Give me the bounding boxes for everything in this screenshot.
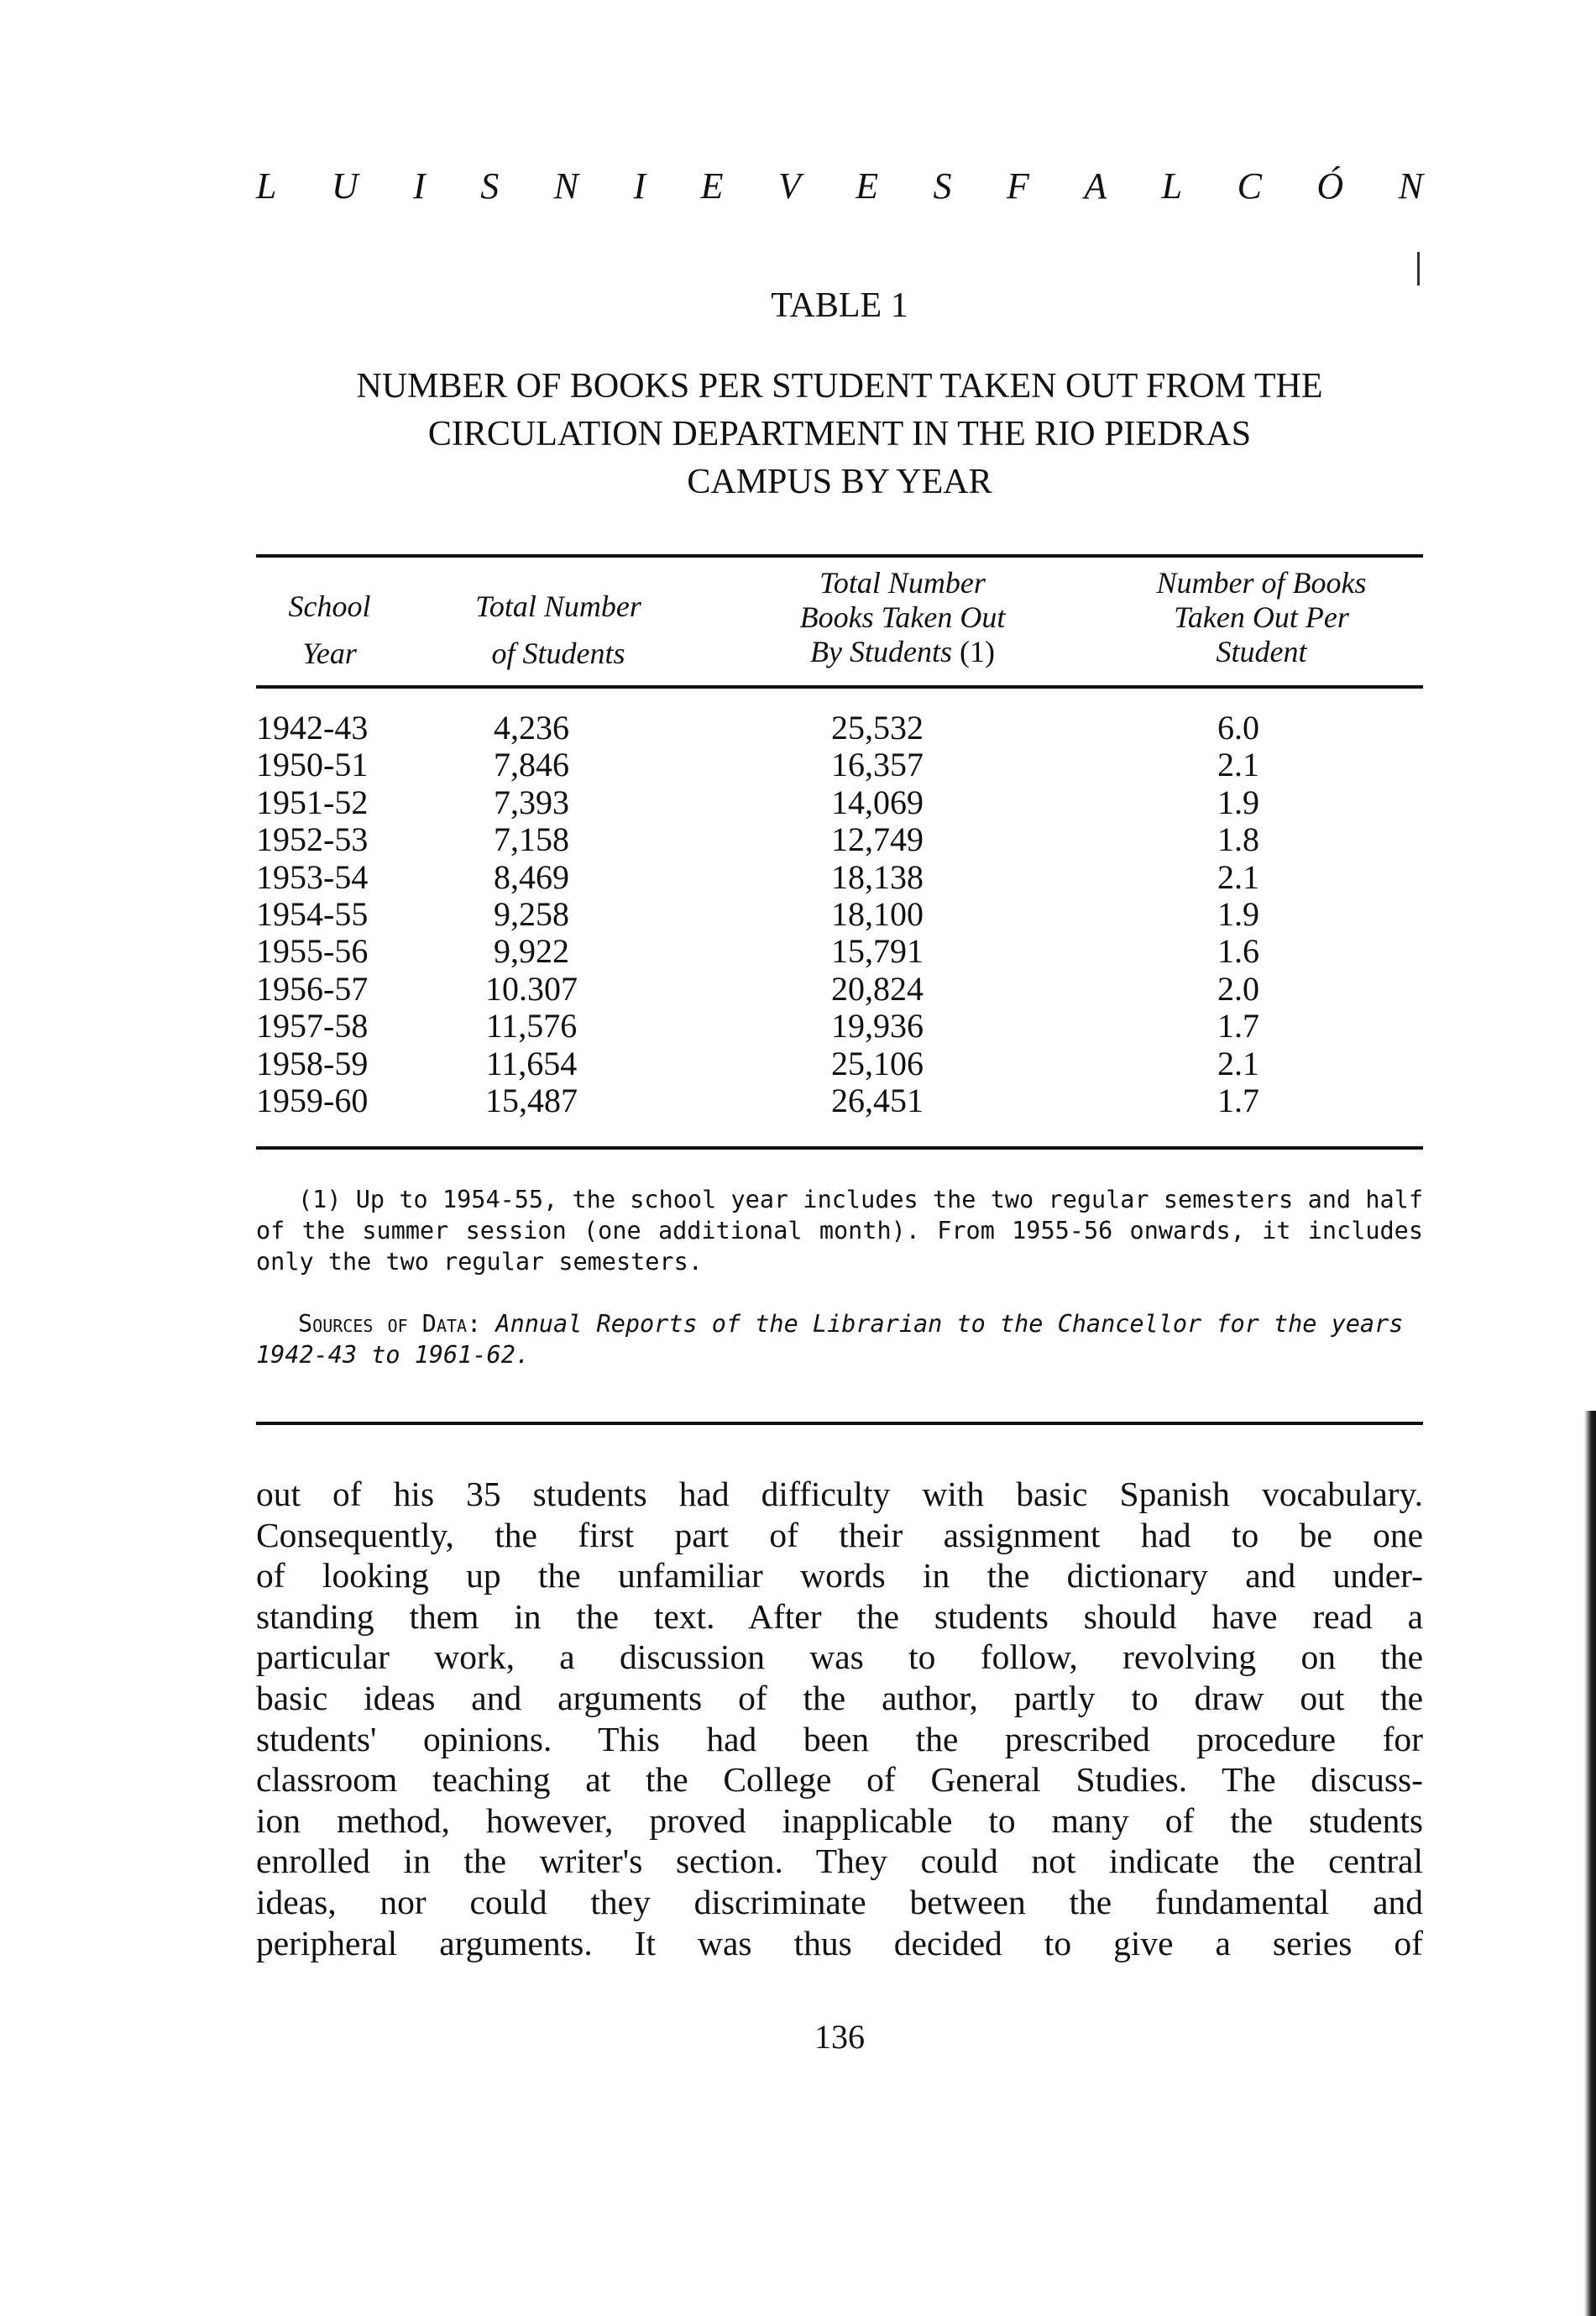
table-row	[256, 821, 1423, 858]
header-line: of Students	[491, 637, 625, 670]
header-line: Books Taken Out	[799, 600, 1006, 634]
document-page	[256, 0, 1423, 2316]
table-row	[256, 1045, 1423, 1082]
page-number: 136	[814, 2018, 865, 2056]
body-line: classroom teaching at the College of General Studies. The discuss-	[256, 1760, 1423, 1800]
cell-per-student: 2.0	[1217, 969, 1259, 1008]
cell-per-student: 1.8	[1217, 820, 1259, 859]
cell-per-student: 1.7	[1217, 1081, 1259, 1119]
scan-edge-shadow	[1584, 1411, 1596, 2316]
cell-per-student: 1.9	[1217, 783, 1259, 821]
header-line: School	[288, 589, 371, 623]
running-head-letter: S	[480, 165, 500, 207]
cell-year: 1957-58	[256, 1007, 369, 1045]
header-line	[735, 635, 1070, 669]
body-line: particular work, a discussion was to follow, revolving on the	[256, 1637, 1423, 1677]
running-head-letter: N	[1398, 165, 1423, 207]
header-line: Student	[1216, 635, 1307, 668]
running-head-letter: L	[1161, 165, 1183, 207]
cell-year: 1951-52	[256, 783, 369, 821]
cell-books: 25,532	[831, 709, 924, 747]
table-row	[256, 784, 1423, 821]
cell-books: 20,824	[831, 969, 924, 1008]
cell-books: 14,069	[831, 783, 924, 821]
margin-tick-mark	[1417, 252, 1420, 286]
cell-year: 1956-57	[256, 969, 369, 1008]
table-bottom-rule	[256, 1146, 1423, 1150]
cell-students: 4,236	[494, 709, 569, 747]
table-header-rule	[256, 685, 1423, 689]
cell-year: 1955-56	[256, 932, 369, 971]
cell-year: 1942-43	[256, 709, 369, 747]
running-head	[256, 165, 1423, 207]
body-line: enrolled in the writer's section. They could not indicate the central	[256, 1842, 1423, 1881]
table-row	[256, 971, 1423, 1008]
body-line: ideas, nor could they discriminate between the fundamental and	[256, 1882, 1423, 1921]
table-title-line: NUMBER OF BOOKS PER STUDENT TAKEN OUT FROM THE	[356, 367, 1323, 406]
column-header-books-per-student	[1100, 566, 1423, 669]
cell-students: 9,922	[494, 932, 569, 971]
body-line: Consequently, the first part of their assignment had to be one	[256, 1515, 1423, 1554]
sources-of-data	[256, 1308, 1423, 1370]
cell-books: 25,106	[831, 1044, 924, 1082]
cell-year: 1950-51	[256, 746, 369, 784]
cell-students: 15,487	[485, 1081, 578, 1119]
running-head-letter: A	[1084, 165, 1107, 207]
cell-year: 1954-55	[256, 894, 369, 933]
body-line: basic ideas and arguments of the author, partly to draw out the	[256, 1678, 1423, 1717]
running-head-letter: U	[331, 165, 358, 207]
table-body	[256, 710, 1423, 1119]
running-head-letter: E	[700, 165, 724, 207]
table-title-line: CAMPUS BY YEAR	[687, 463, 992, 501]
footnote-text: (1) Up to 1954-55, the school year includes the two regular semesters and half of the summer session (one additional month). From 1955-56 onwards, it includes only the two regular semesters.	[256, 1186, 1423, 1276]
running-head-letter: L	[256, 165, 277, 207]
cell-books: 15,791	[831, 932, 924, 971]
header-line: Year	[302, 637, 357, 670]
table-row	[256, 1082, 1423, 1119]
body-paragraph	[256, 1474, 1423, 1963]
cell-students: 8,469	[494, 857, 569, 896]
running-head-letter: E	[856, 165, 879, 207]
section-end-rule	[256, 1422, 1423, 1425]
running-head-letter: F	[1006, 165, 1029, 207]
body-line: standing them in the text. After the students should have read a	[256, 1596, 1423, 1636]
running-head-letter: I	[633, 165, 646, 207]
cell-students: 7,393	[494, 783, 569, 821]
column-header-school-year	[256, 583, 403, 677]
table-top-rule	[256, 554, 1423, 558]
cell-per-student: 1.7	[1217, 1007, 1259, 1045]
cell-per-student: 6.0	[1217, 709, 1259, 747]
cell-students: 7,158	[494, 820, 569, 859]
table-row	[256, 896, 1423, 933]
table-row	[256, 710, 1423, 747]
cell-books: 12,749	[831, 820, 924, 859]
cell-books: 26,451	[831, 1081, 924, 1119]
running-head-letter: V	[777, 165, 801, 207]
footnote-marker: (1)	[959, 635, 995, 668]
header-line: Number of Books	[1156, 566, 1367, 600]
table-title	[256, 363, 1423, 506]
cell-per-student: 2.1	[1217, 857, 1259, 896]
table-footnote	[256, 1184, 1423, 1277]
cell-books: 18,100	[831, 894, 924, 933]
table-row	[256, 933, 1423, 970]
running-head-letter: Ó	[1316, 165, 1344, 207]
cell-per-student: 1.9	[1217, 894, 1259, 933]
cell-year: 1958-59	[256, 1044, 369, 1082]
header-line: Total Number	[475, 589, 641, 623]
cell-students: 11,576	[485, 1007, 578, 1045]
table-row	[256, 1008, 1423, 1045]
body-line: students' opinions. This had been the prescribed procedure for	[256, 1719, 1423, 1758]
column-header-total-students	[424, 583, 693, 677]
sources-label: Sources of Data:	[298, 1310, 482, 1338]
body-line: peripheral arguments. It was thus decided to give a series of	[256, 1923, 1423, 1962]
table-title-line: CIRCULATION DEPARTMENT IN THE RIO PIEDRAS	[427, 415, 1252, 453]
header-fragment: By Students	[810, 635, 952, 668]
running-head-letter: N	[553, 165, 579, 207]
cell-books: 18,138	[831, 857, 924, 896]
cell-per-student: 2.1	[1217, 1044, 1259, 1082]
running-head-letter: C	[1237, 165, 1262, 207]
cell-students: 10.307	[485, 969, 578, 1008]
column-header-total-books	[735, 566, 1070, 669]
header-line: Taken Out Per	[1174, 600, 1349, 634]
cell-students: 7,846	[494, 746, 569, 784]
table-row	[256, 747, 1423, 783]
cell-students: 11,654	[485, 1044, 578, 1082]
cell-books: 16,357	[831, 746, 924, 784]
cell-year: 1959-60	[256, 1081, 369, 1119]
sources-citation: Annual Reports of the Librarian to the Chancellor for the years 1942-43 to 1961-62.	[256, 1310, 1404, 1369]
cell-books: 19,936	[831, 1007, 924, 1045]
body-line: out of his 35 students had difficulty with basic Spanish vocabulary.	[256, 1475, 1423, 1513]
running-head-letter: S	[933, 165, 952, 207]
header-line: Total Number	[819, 566, 986, 600]
body-line: ion method, however, proved inapplicable to many of the students	[256, 1800, 1423, 1840]
body-line: of looking up the unfamiliar words in the dictionary and under-	[256, 1556, 1423, 1596]
table-row	[256, 859, 1423, 896]
cell-year: 1952-53	[256, 820, 369, 859]
cell-per-student: 1.6	[1217, 932, 1259, 971]
cell-year: 1953-54	[256, 857, 369, 896]
cell-students: 9,258	[494, 894, 569, 933]
table-number: TABLE 1	[771, 286, 908, 325]
cell-per-student: 2.1	[1217, 746, 1259, 784]
running-head-letter: I	[413, 165, 426, 207]
